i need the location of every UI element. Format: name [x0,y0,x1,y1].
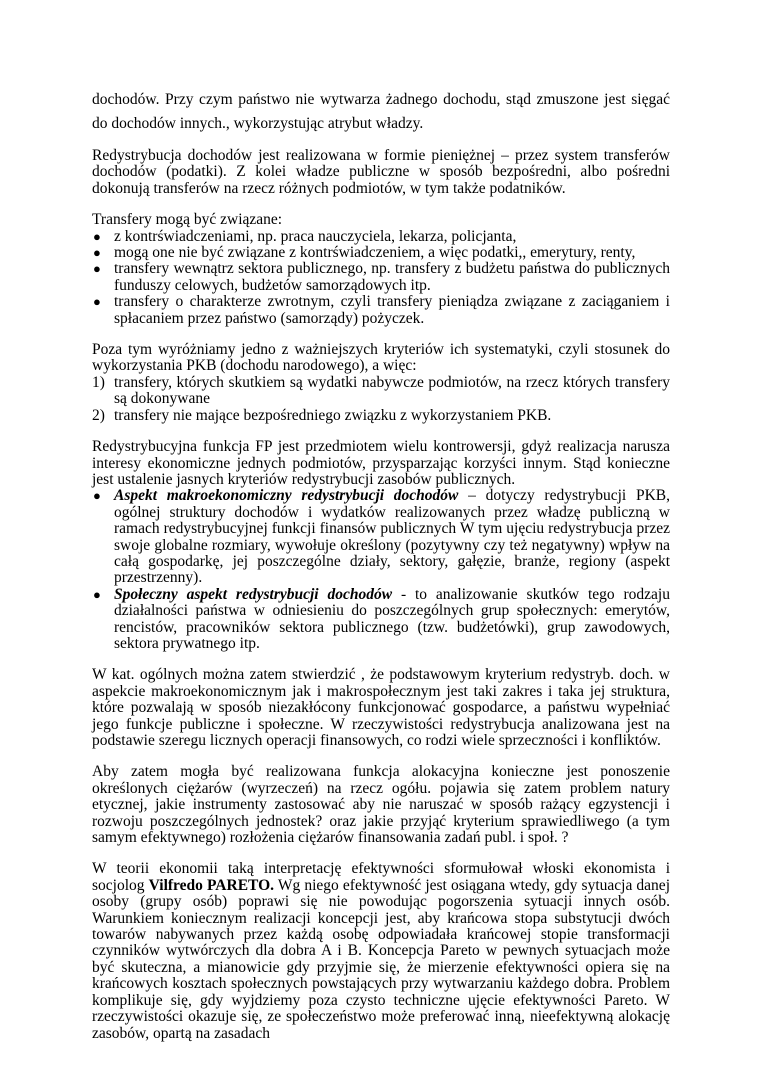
list-item: ● transfery wewnątrz sektora publicznego, np. transfery z budżetu państwa do publicznych funduszy celowych, budżetów samorządowych itp. [93,260,670,294]
macro-aspect-title: Aspekt makroekonomiczny redystrybucji dochodów [114,487,459,505]
paragraph-conclusion: W kat. ogólnych można zatem stwierdzić , że podstawowym kryterium redystryb. doch. w aspekcie makroekonomicznym jak i makrospołecznym jest taki zakres i taka jej struktura, które pozwalają w sposób niezakłócony funkcjonować gospodarce, a państwu wypełniać jego funkcje publiczne i społeczne. W rzeczywistości redystrybucja analizowana jest na podstawie szeregu licznych operacji finansowych, co rodzi wiele sprzeczności i konfliktów. [92,666,670,749]
criteria-list [92,375,670,424]
bullet-icon: ● [93,261,101,277]
list-number: 1) [92,373,105,391]
list-item: ● transfery o charakterze zwrotnym, czyli transfery pieniądza związane z zaciąganiem i spłacaniem przez państwo (samorządy) pożyczek. [93,293,670,327]
criteria-intro: Poza tym wyróżniamy jedno z ważniejszych kryteriów ich systematyki, czyli stosunek do wykorzystania PKB (dochodu narodowego), a więc: [92,341,670,375]
document-page [92,88,670,1057]
paragraph-allocation: Aby zatem mogła być realizowana funkcja alokacyjna konieczne jest ponoszenie określonych ciężarów (wyrzeczeń) na rzecz ogółu. pojawia się zatem problem natury etycznej, jakie instrumenty zastosować aby nie naruszać w sposób rażący egzystencji i rozwoju poszczególnych jednostek? oraz jakie przyjąć kryterium sprawiedliwego (a tym samym efektywnego) rozłożenia ciężarów finansowania zadań publ. i społ. ? [92,763,670,847]
paragraph-pareto: W teorii ekonomii taką interpretację efektywności sformułował włoski ekonomista i socjolog Vilfredo PARETO. Wg niego efektywność jest osiągana wtedy, gdy sytuacja danej osoby (grupy osób) poprawi się nie powodując pogorszenia sytuacji innych osób. Warunkiem koniecznym realizacji koncepcji jest, aby krańcowa stopa substytucji dwóch towarów nabywanych przez każdą osobę odpowiadała krańcowej stopie transformacji czynników wytwórczych dla dobra A i B. Koncepcja Pareto w pewnych sytuacjach może być skuteczna, a mianowicie gdy przyjmie się, że mierzenie efektywności opiera się na krańcowych kosztach społecznych powstających przy wytwarzaniu każdego dobra. Problem komplikuje się, gdy wyjdziemy poza czysto techniczne ujęcie efektywności Pareto. W rzeczywistości okazuje się, ze społeczeństwo może preferować inną, nieefektywną alokację zasobów, opartą na zasadach [92,860,670,1042]
list-item: ● Społeczny aspekt redystrybucji dochodów - to analizowanie skutków tego rodzaju działalności państwa w odniesieniu do poszczególnych grup społecznych: emerytów, rencistów, pracowników sektora publicznego (tzw. budżetówki), grup zawodowych, sektora prywatnego itp. [93,585,670,652]
aspects-list [92,488,670,652]
bullet-icon: ● [93,245,101,261]
paragraph-income-sources: dochodów. Przy czym państwo nie wytwarza żadnego dochodu, stąd zmuszone jest sięgać do dochodów innych., wykorzystując atrybut władzy. [92,91,670,132]
list-item: ● z kontrświadczeniami, np. praca nauczyciela, lekarza, policjanta, [93,227,517,245]
social-aspect-title: Społeczny aspekt redystrybucji dochodów [114,585,393,603]
transfers-list [92,229,670,327]
bullet-icon: ● [93,228,101,244]
list-item: 1) transfery, których skutkiem są wydatki nabywcze podmiotów, na rzecz których transfery są dokonywane [92,373,670,408]
pareto-name: Vilfredo PARETO. [148,876,275,894]
list-item: 2) transfery nie mające bezpośredniego związku z wykorzystaniem PKB. [92,406,552,424]
list-item: ● mogą one nie być związane z kontrświadczeniem, a więc podatki,, emerytury, renty, [93,244,636,262]
list-item: ● Aspekt makroekonomiczny redystrybucji dochodów – dotyczy redystrybucji PKB, ogólnej struktury dochodów i wydatków realizowanych przez władzę publiczną w ramach redystrybucyjnej funkcji finansów publicznych W tym ujęciu redystrybucja przez swoje globalne rozmiary, wywołuje określony (pozytywny czy też negatywny) wpływ na całą gospodarkę, jej poszczególne działy, sektory, gałęzie, branże, regiony (aspekt przestrzenny). [93,487,670,587]
bullet-icon: ● [93,294,101,310]
paragraph-redistribution-form: Redystrybucja dochodów jest realizowana w formie pieniężnej – przez system transferów dochodów (podatki). Z kolei władze publiczne w sposób bezpośredni, albo pośredni dokonują transferów na rzecz różnych podmiotów, w tym także podatników. [92,147,670,197]
aspects-intro: Redystrybucyjna funkcja FP jest przedmiotem wielu kontrowersji, gdyż realizacja narusza interesy ekonomiczne jednych podmiotów, przysparzając korzyści innym. Stąd konieczne jest ustalenie jasnych kryteriów redystrybucji zasobów publicznych. [92,438,670,488]
transfers-intro: Transfery mogą być związane: [92,211,283,229]
list-number: 2) [92,406,105,424]
bullet-icon: ● [93,488,101,504]
bullet-icon: ● [93,586,101,602]
